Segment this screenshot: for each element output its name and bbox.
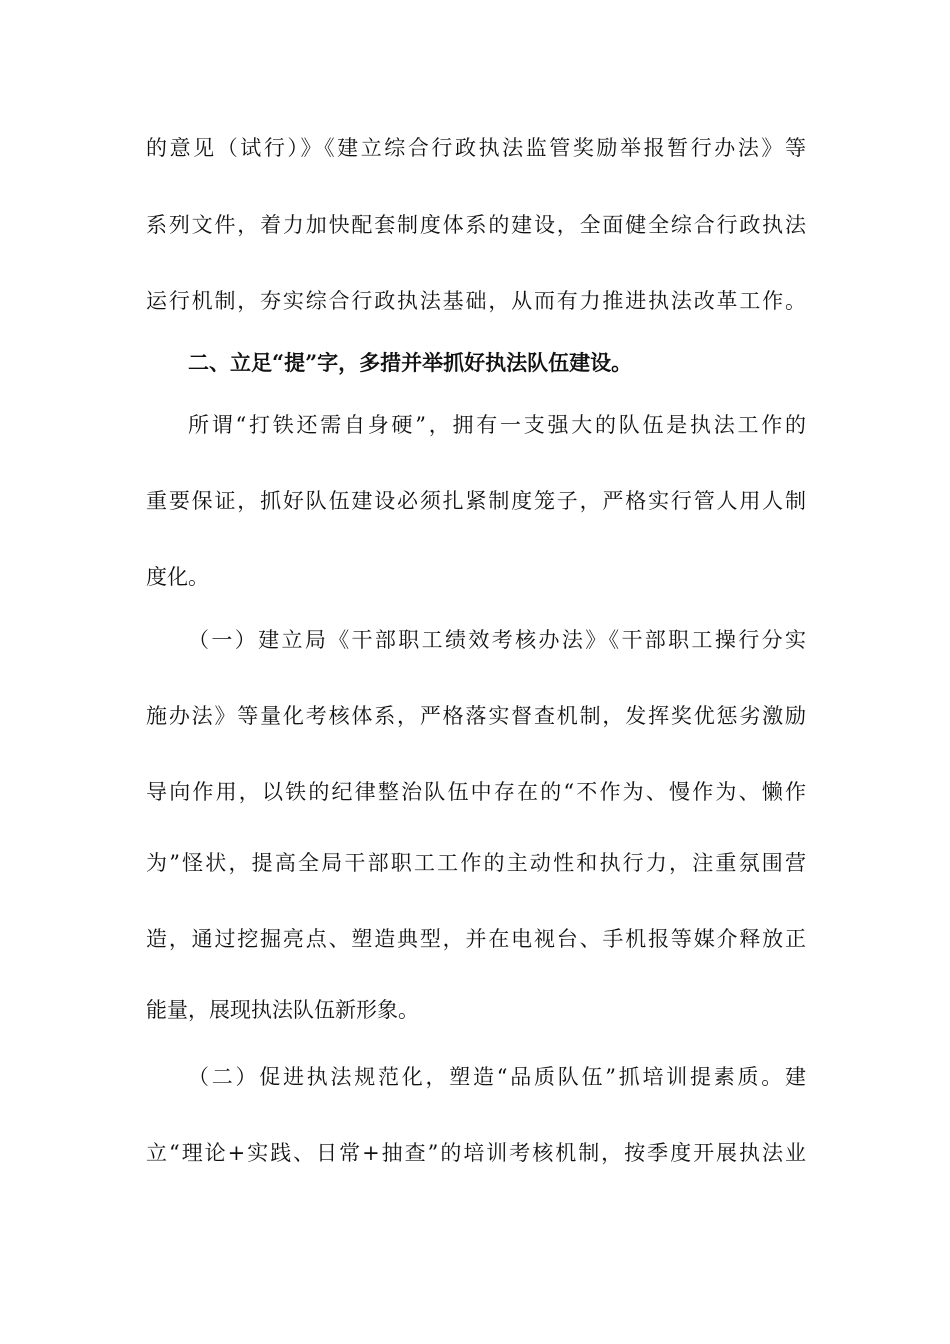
body-text-line: 的意见（试行）》《建立综合行政执法监管奖励举报暂行办法》等 (146, 136, 806, 160)
body-text-line: 导向作用，以铁的纪律整治队伍中存在的“不作为、慢作为、懒作 (146, 780, 806, 804)
body-text-line: 所谓“打铁还需自身硬”，拥有一支强大的队伍是执法工作的 (188, 413, 806, 437)
body-text-line: 立“理论+实践、日常+抽查”的培训考核机制，按季度开展执法业 (146, 1141, 806, 1165)
body-text-line: 为”怪状，提高全局干部职工工作的主动性和执行力，注重氛围营 (146, 851, 806, 875)
body-text-line: （一）建立局《干部职工绩效考核办法》《干部职工操行分实 (188, 628, 806, 652)
section-heading: 二、立足“提”字，多措并举抓好执法队伍建设。 (188, 350, 633, 375)
body-text-line: 能量，展现执法队伍新形象。 (146, 998, 419, 1022)
body-text-line: 造，通过挖掘亮点、塑造典型，并在电视台、手机报等媒介释放正 (146, 927, 806, 951)
body-text-line: 系列文件，着力加快配套制度体系的建设，全面健全综合行政执法 (146, 213, 806, 237)
body-text-line: 重要保证，抓好队伍建设必须扎紧制度笼子，严格实行管人用人制 (146, 489, 806, 513)
body-text-line: （二）促进执法规范化，塑造“品质队伍”抓培训提素质。建 (188, 1065, 806, 1089)
body-text-line: 度化。 (146, 565, 209, 589)
body-text-line: 施办法》等量化考核体系，严格落实督查机制，发挥奖优惩劣激励 (146, 704, 806, 728)
body-text-line: 运行机制，夯实综合行政执法基础，从而有力推进执法改革工作。 (146, 289, 806, 313)
